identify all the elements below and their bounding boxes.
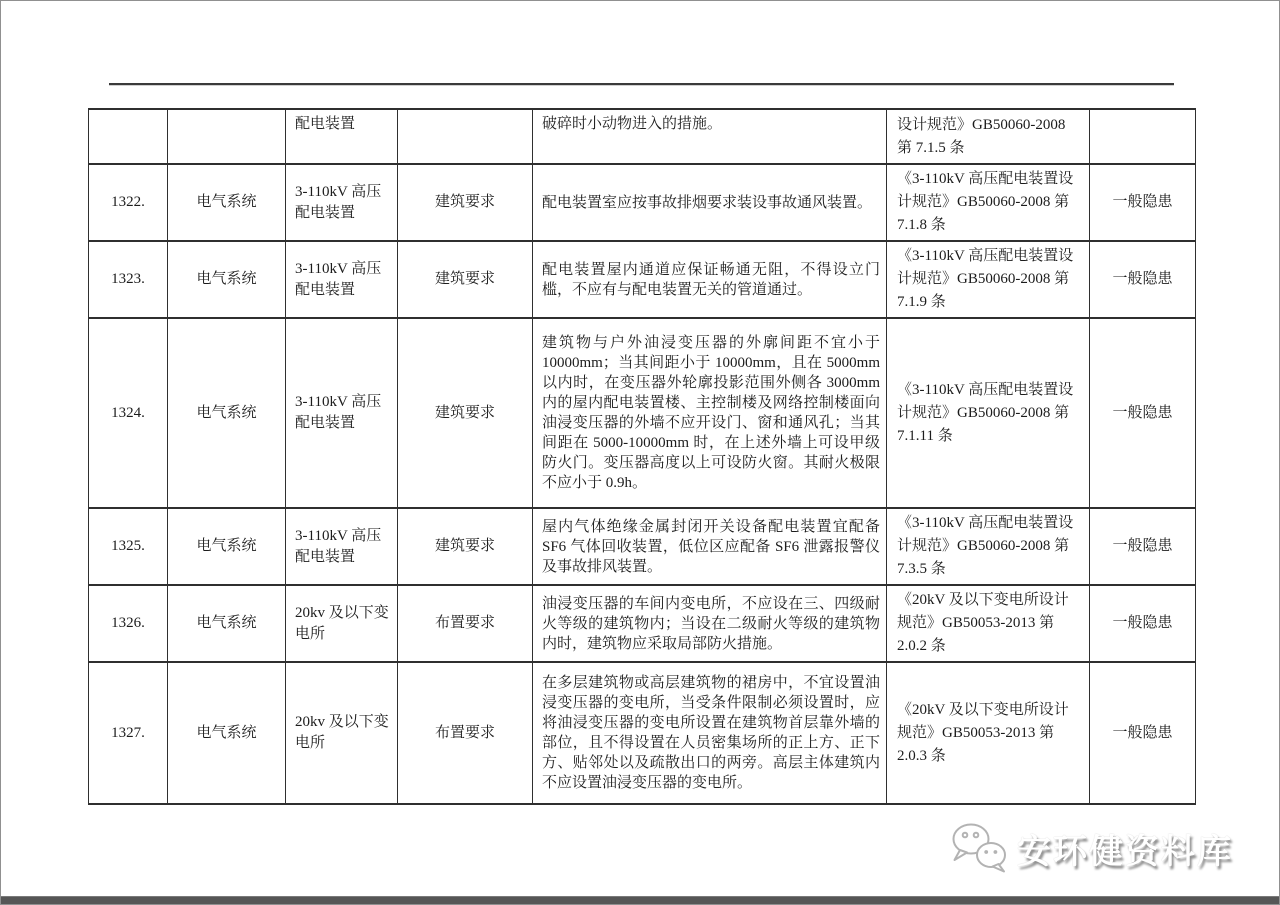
cell-reference: 《20kV 及以下变电所设计规范》GB50053-2013 第 2.0.3 条 <box>887 662 1090 804</box>
cell-category: 布置要求 <box>398 585 533 662</box>
cell-category <box>398 109 533 164</box>
cell-reference: 《3-110kV 高压配电装置设计规范》GB50060-2008 第 7.1.9 条 <box>887 241 1090 318</box>
cell-reference: 《3-110kV 高压配电装置设计规范》GB50060-2008 第 7.1.8 条 <box>887 164 1090 241</box>
bottom-bar <box>1 896 1279 904</box>
cell-severity <box>1090 109 1196 164</box>
cell-category: 建筑要求 <box>398 164 533 241</box>
cell-row-number: 1322. <box>89 164 168 241</box>
cell-row-number <box>89 109 168 164</box>
cell-category: 建筑要求 <box>398 241 533 318</box>
hazard-table <box>88 108 1196 805</box>
cell-severity: 一般隐患 <box>1090 585 1196 662</box>
cell-row-number: 1324. <box>89 318 168 508</box>
table-row <box>89 241 1196 318</box>
cell-row-number: 1327. <box>89 662 168 804</box>
cell-system <box>168 109 286 164</box>
table-row <box>89 109 1196 164</box>
cell-row-number: 1326. <box>89 585 168 662</box>
watermark <box>949 821 1233 875</box>
watermark-label: 安环健资料库 <box>1017 832 1233 871</box>
cell-system: 电气系统 <box>168 585 286 662</box>
cell-severity: 一般隐患 <box>1090 164 1196 241</box>
cell-category: 建筑要求 <box>398 318 533 508</box>
cell-description: 在多层建筑物或高层建筑物的裙房中，不宜设置油浸变压器的变电所，当受条件限制必须设置时，应将油浸变压器的变电所设置在建筑物首层靠外墙的部位，且不得设置在人员密集场所的正上方、正下方、贴邻处以及疏散出口的两旁。高层主体建筑内不应设置油浸变压器的变电所。 <box>533 662 887 804</box>
cell-row-number: 1323. <box>89 241 168 318</box>
wechat-icon <box>949 821 1011 875</box>
cell-system: 电气系统 <box>168 662 286 804</box>
cell-reference: 《3-110kV 高压配电装置设计规范》GB50060-2008 第 7.1.11 条 <box>887 318 1090 508</box>
cell-system: 电气系统 <box>168 164 286 241</box>
cell-description: 屋内气体绝缘金属封闭开关设备配电装置宜配备 SF6 气体回收装置，低位区应配备 SF6 泄露报警仪及事故排风装置。 <box>533 508 887 585</box>
cell-equipment: 3-110kV 高压配电装置 <box>286 318 398 508</box>
cell-system: 电气系统 <box>168 508 286 585</box>
cell-severity: 一般隐患 <box>1090 241 1196 318</box>
cell-description: 油浸变压器的车间内变电所，不应设在三、四级耐火等级的建筑物内；当设在二级耐火等级的建筑物内时，建筑物应采取局部防火措施。 <box>533 585 887 662</box>
cell-category: 布置要求 <box>398 662 533 804</box>
cell-equipment: 20kv 及以下变电所 <box>286 662 398 804</box>
table-row <box>89 318 1196 508</box>
cell-row-number: 1325. <box>89 508 168 585</box>
table-row <box>89 662 1196 804</box>
table-row <box>89 164 1196 241</box>
cell-equipment: 3-110kV 高压配电装置 <box>286 241 398 318</box>
cell-system: 电气系统 <box>168 318 286 508</box>
cell-equipment: 3-110kV 高压配电装置 <box>286 164 398 241</box>
cell-equipment: 20kv 及以下变电所 <box>286 585 398 662</box>
cell-category: 建筑要求 <box>398 508 533 585</box>
cell-reference: 《3-110kV 高压配电装置设计规范》GB50060-2008 第 7.3.5 条 <box>887 508 1090 585</box>
cell-reference: 《20kV 及以下变电所设计规范》GB50053-2013 第 2.0.2 条 <box>887 585 1090 662</box>
hazard-table-body <box>89 109 1196 804</box>
cell-severity: 一般隐患 <box>1090 508 1196 585</box>
header-rule <box>109 83 1174 85</box>
cell-description: 配电装置屋内通道应保证畅通无阻，不得设立门槛，不应有与配电装置无关的管道通过。 <box>533 241 887 318</box>
cell-reference: 设计规范》GB50060-2008 第 7.1.5 条 <box>887 109 1090 164</box>
cell-equipment: 配电装置 <box>286 109 398 164</box>
cell-severity: 一般隐患 <box>1090 318 1196 508</box>
cell-description: 建筑物与户外油浸变压器的外廓间距不宜小于10000mm；当其间距小于 10000mm，且在 5000mm以内时，在变压器外轮廓投影范围外侧各 3000mm内的屋内配电装置楼、主控制楼及网络控制楼面向油浸变压器的外墙不应开设门、窗和通风孔；当其间距在 5000-10000mm 时，在上述外墙上可设甲级防火门。变压器高度以上可设防火窗。其耐火极限不应小于 0.9h。 <box>533 318 887 508</box>
cell-description: 配电装置室应按事故排烟要求装设事故通风装置。 <box>533 164 887 241</box>
cell-severity: 一般隐患 <box>1090 662 1196 804</box>
cell-description: 破碎时小动物进入的措施。 <box>533 109 887 164</box>
table-row <box>89 585 1196 662</box>
cell-system: 电气系统 <box>168 241 286 318</box>
cell-equipment: 3-110kV 高压配电装置 <box>286 508 398 585</box>
table-row <box>89 508 1196 585</box>
